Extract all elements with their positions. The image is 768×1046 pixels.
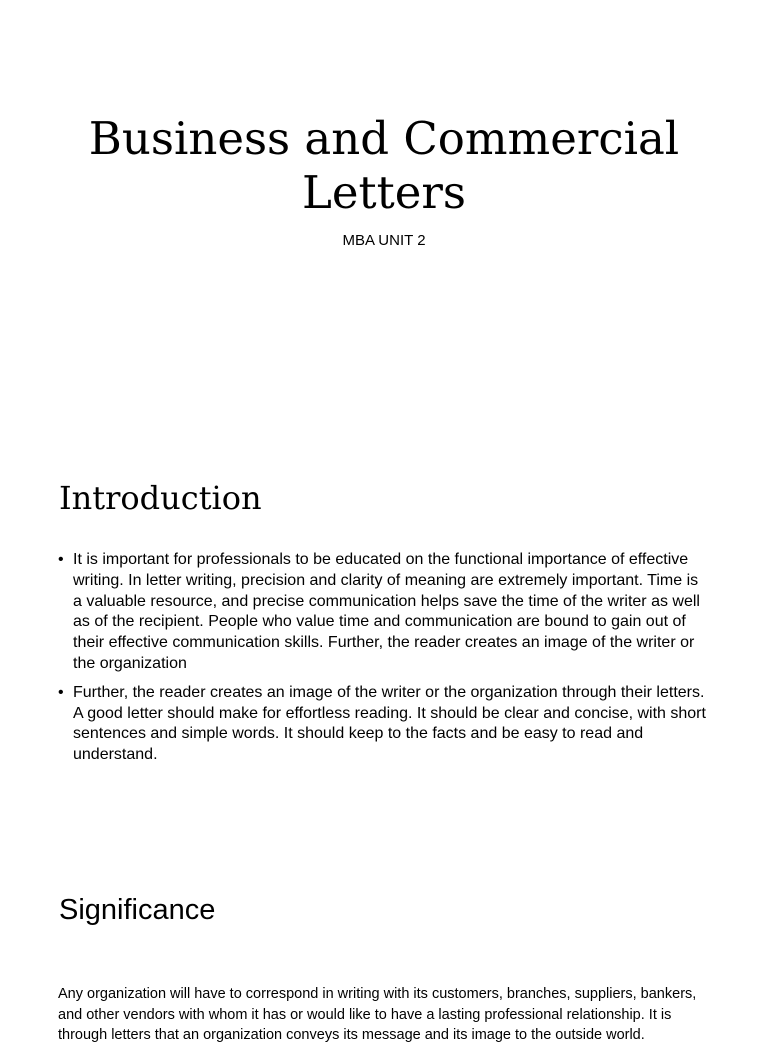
document-title: Business and Commercial Letters bbox=[88, 112, 680, 219]
introduction-bullet-list bbox=[58, 550, 708, 774]
bullet-text: It is important for professionals to be educated on the functional importance of effective writing. In letter writing, precision and clarity of meaning are extremely important. Time is a valuable resource, and precise communication helps save the time of the writer as well as of the recipient. People who value time and communication are bound to gain out of their effective communication skills. Further, the reader creates an image of the writer or the organization bbox=[73, 551, 700, 672]
significance-paragraph: Any organization will have to correspond in writing with its customers, branches, suppliers, bankers, and other vendors with whom it has or would like to have a lasting professional relationship. It is through letters that an organization conveys its message and its image to the outside world. bbox=[58, 986, 697, 1043]
bullet-dot-icon: • bbox=[58, 551, 64, 568]
bullet-item bbox=[58, 683, 708, 766]
bullet-text: Further, the reader creates an image of the writer or the organization through their letters. A good letter should make for effortless reading. It should be clear and concise, with short sentences and simple words. It should keep to the facts and be easy to read and understand. bbox=[73, 683, 706, 764]
bullet-dot-icon: • bbox=[58, 683, 64, 701]
significance-heading: Significance bbox=[59, 894, 216, 926]
introduction-slide bbox=[0, 440, 768, 860]
document-subtitle: MBA UNIT 2 bbox=[342, 232, 426, 249]
introduction-heading: Introduction bbox=[59, 479, 262, 517]
bullet-item bbox=[58, 550, 708, 675]
title-slide bbox=[0, 0, 768, 432]
significance-slide bbox=[0, 868, 768, 1043]
